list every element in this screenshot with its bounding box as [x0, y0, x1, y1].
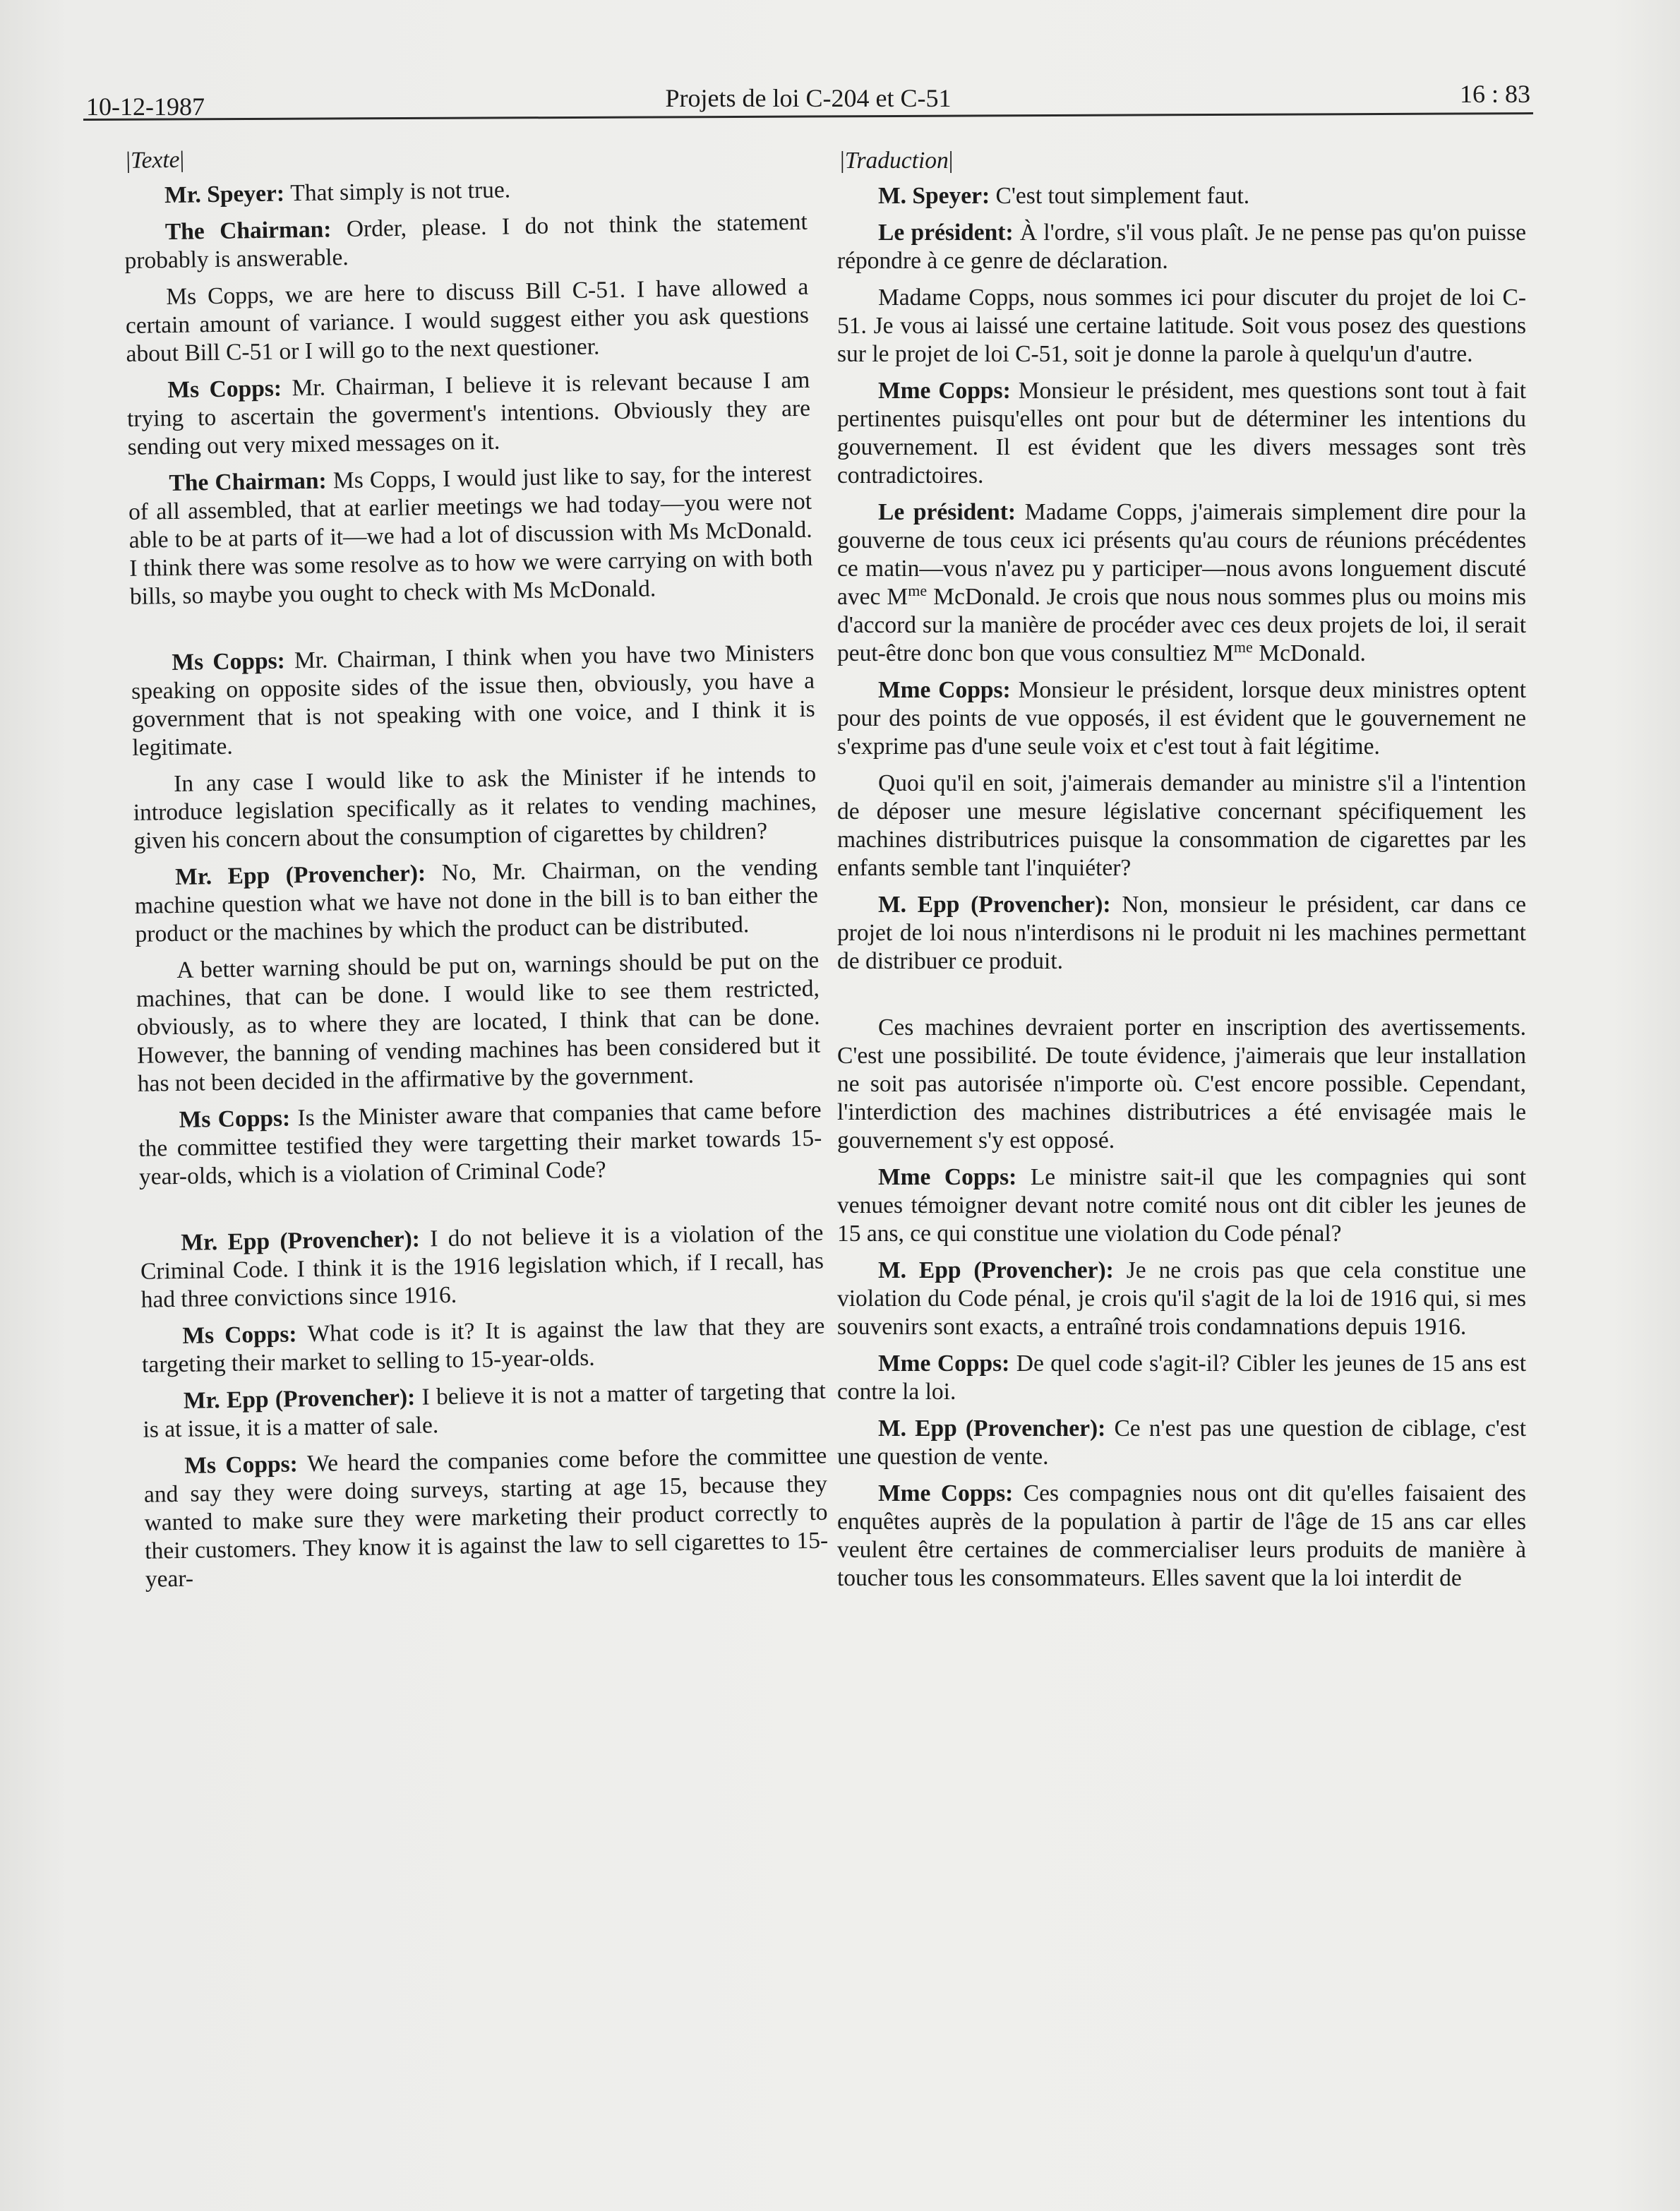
speaker-name: Mr. Epp (Provencher):: [174, 860, 426, 890]
speaker-name: Ms Copps:: [184, 1451, 299, 1479]
transcript-paragraph: [125, 273, 810, 368]
column-label-traduction: | Traduction |: [840, 147, 1526, 175]
transcript-paragraph: [133, 760, 817, 856]
paragraph-text: Madame Copps, j'aimerais simplement dire pour la gouverne de tous ceux ici présents qu'au cours de réunions précédentes ce matin—vous n'avez pu y participer—nous avons longuement discuté avec $M^{me}$ McDonald. Je crois que nous nous sommes plus ou moins mis d'accord sur la manière de procéder avec ces deux projets de loi, il serait peut-être donc bon que vous consultiez $M^{me}$ McDonald.: [837, 499, 1526, 666]
speaker-name: Mme Copps:: [878, 1480, 1014, 1506]
header-title: Projets de loi C-204 et C-51: [665, 84, 952, 112]
transcript-paragraph: [837, 1257, 1526, 1341]
paragraph-text: Order, please. I do not think the statement probably is answerable.: [124, 208, 808, 274]
transcript-paragraph: [143, 1377, 827, 1444]
speaker-name: Mme Copps:: [878, 1164, 1017, 1190]
paragraph-text: A better warning should be put on, warnings should be put on the machines, that can be done. I would like to see them restricted, obviously, as to where they are located, I think that can be done. However, the banning of vending machines has been considered but it has not been decided in the affirmative by the government.: [136, 947, 821, 1097]
transcript-paragraph: [837, 284, 1526, 368]
speaker-name: Mme Copps:: [878, 378, 1011, 404]
paragraph-text: Is the Minister aware that companies that came before the committee testified they were targetting their market towards 15-year-olds, which is a violation of Criminal Code?: [138, 1096, 822, 1190]
paragraph-text: Mr. Chairman, I think when you have two Ministers speaking on opposite sides of the issue then, obviously, you have a government that is not speaking with one voice, and I think it is legitimate.: [131, 639, 815, 761]
transcript-paragraph: [837, 1480, 1526, 1593]
paragraph-text: What code is it? It is against the law that they are targeting their market to selling to 15-year-olds.: [141, 1312, 825, 1378]
transcript-paragraph: [837, 377, 1526, 490]
transcript-paragraph: [837, 891, 1526, 976]
transcript-paragraph: [837, 219, 1526, 275]
paragraph-text: Madame Copps, nous sommes ici pour discuter du projet de loi C-51. Je vous ai laissé une certaine latitude. Soit vous posez des questions sur le projet de loi C-51, soit je donne la parole à quelqu'un d'autre.: [837, 284, 1526, 367]
transcript-paragraph: [837, 769, 1526, 882]
header-date: 10-12-1987: [86, 92, 205, 121]
paragraph-text: Ms Copps, I would just like to say, for the interest of all assembled, that at earlier meetings we had today—you were not able to be at parts of it—we had a lot of discussion with Ms McDonald. I think there was some resolve as to how we were carrying on with both bills, so maybe you ought to check with Ms McDonald.: [128, 460, 813, 610]
column-label-texte: | Texte |: [126, 136, 807, 175]
speaker-name: Ms Copps:: [167, 375, 282, 404]
paragraph-text: No, Mr. Chairman, on the vending machine question what we have not done in the bill is to ban either the product or the machines by which the product can be distributed.: [134, 853, 819, 947]
english-paragraphs: [124, 172, 829, 1594]
paragraph-text: Mr. Chairman, I believe it is relevant because I am trying to ascertain the goverment's intentions. Obviously they are sending out very mixed messages on it.: [126, 366, 811, 460]
transcript-paragraph: [837, 1163, 1526, 1248]
transcript-paragraph: [837, 1415, 1526, 1471]
paragraph-text: I do not believe it is a violation of the Criminal Code. I think it is the 1916 legislation which, if I recall, has had three convictions since 1916.: [140, 1219, 824, 1313]
french-column: [837, 147, 1526, 1601]
transcript-paragraph: [131, 639, 815, 762]
header-page-number: 16 : 83: [1459, 80, 1530, 108]
transcript-paragraph: [124, 208, 808, 275]
speaker-name: M. Epp (Provencher):: [878, 1415, 1106, 1442]
transcript-paragraph: [138, 1096, 822, 1192]
transcript-paragraph: [837, 498, 1526, 668]
paragraph-text: I believe it is not a matter of targeting that is at issue, it is a matter of sale.: [143, 1377, 827, 1443]
speaker-name: The Chairman:: [169, 467, 327, 497]
transcript-paragraph: [837, 182, 1526, 210]
paragraph-text: Monsieur le président, mes questions sont tout à fait pertinentes puisqu'elles ont pour but de déterminer les intentions du gouvernement. Il est évident que les divers messages sont très contradictoires.: [837, 378, 1527, 489]
french-paragraphs: [837, 182, 1526, 1593]
speaker-name: Le président:: [878, 499, 1016, 525]
transcript-paragraph: [837, 676, 1526, 761]
transcript-paragraph: [128, 460, 813, 611]
paragraph-text: Je ne crois pas que cela constitue une violation du Code pénal, je crois qu'il s'agit de la loi de 1916 qui, si mes souvenirs sont exacts, a entraîné trois condamnations depuis 1916.: [837, 1257, 1526, 1340]
transcript-paragraph: [141, 1312, 825, 1379]
transcript-paragraph: [134, 853, 819, 949]
speaker-name: Le président:: [878, 220, 1014, 246]
paragraph-text: C'est tout simplement faut.: [995, 183, 1250, 209]
transcript-paragraph: [140, 1219, 824, 1314]
speaker-name: Mr. Epp (Provencher):: [183, 1384, 416, 1414]
paragraph-text: Ms Copps, we are here to discuss Bill C-51. I have allowed a certain amount of variance. I would suggest either you ask questions about Bill C-51 or I will go to the next questioner.: [125, 273, 810, 367]
transcript-paragraph: [837, 1350, 1526, 1406]
speaker-name: The Chairman:: [164, 216, 332, 246]
transcript-paragraph: [124, 172, 808, 210]
paragraph-text: Non, monsieur le président, car dans ce projet de loi nous n'interdisons ni le produit ni les machines permettant de distribuer ce produit.: [837, 892, 1526, 974]
speaker-name: Ms Copps:: [182, 1321, 297, 1349]
transcript-paragraph: [126, 366, 811, 462]
speaker-name: Mr. Speyer:: [164, 180, 285, 209]
speaker-name: Mme Copps:: [878, 1350, 1010, 1377]
speaker-name: M. Epp (Provencher):: [878, 892, 1111, 918]
paragraph-text: Monsieur le président, lorsque deux ministres optent pour des points de vue opposés, il est évident que le gouvernement ne s'exprime pas d'une seule voix et c'est tout à fait légitime.: [837, 677, 1527, 760]
paragraph-text: À l'ordre, s'il vous plaît. Je ne pense pas qu'on puisse répondre à ce genre de déclaration.: [837, 220, 1527, 274]
speaker-name: Mr. Epp (Provencher):: [181, 1226, 421, 1256]
paragraph-text: Ce n'est pas une question de ciblage, c'est une question de vente.: [837, 1415, 1526, 1470]
speaker-name: M. Speyer:: [878, 183, 990, 209]
paragraph-text: Ces compagnies nous ont dit qu'elles faisaient des enquêtes auprès de la population à partir de l'âge de 15 ans car elles veulent être certaines de commercialiser leurs produits de manière à toucher tous les consommateurs. Elles savent que la loi interdit de: [837, 1480, 1527, 1591]
paragraph-text: That simply is not true.: [290, 176, 511, 207]
speaker-name: Ms Copps:: [172, 647, 286, 676]
transcript-paragraph: [143, 1442, 829, 1594]
paragraph-text: Quoi qu'il en soit, j'aimerais demander au ministre s'il a l'intention de déposer une mesure législative concernant spécifiquement les machines distributrices puisque la consommation de cigarettes par les enfants semble tant l'inquiéter?: [837, 770, 1526, 881]
speaker-name: Mme Copps:: [878, 677, 1011, 703]
paragraph-text: We heard the companies come before the committee and say they were doing surveys, starting at age 15, because they wanted to make sure they were marketing their product correctly to their customers. They know it is against the law to sell cigarettes to 15-year-: [143, 1442, 829, 1593]
english-column: [123, 136, 829, 1602]
transcript-paragraph: [837, 1014, 1526, 1155]
paragraph-text: In any case I would like to ask the Minister if he intends to introduce legislation specifically as it relates to vending machines, given his concern about the consumption of cigarettes by children?: [133, 760, 817, 854]
speaker-name: M. Epp (Provencher):: [878, 1257, 1114, 1283]
paragraph-text: De quel code s'agit-il? Cibler les jeunes de 15 ans est contre la loi.: [837, 1350, 1526, 1405]
speaker-name: Ms Copps:: [179, 1105, 291, 1133]
paragraph-text: Le ministre sait-il que les compagnies qui sont venues témoigner devant notre comité nous ont dit cibler les jeunes de 15 ans, ce qui constitue une violation du Code pénal?: [837, 1164, 1527, 1247]
transcript-paragraph: [136, 947, 821, 1098]
paragraph-text: Ces machines devraient porter en inscription des avertissements. C'est une possibilité. De toute évidence, j'aimerais que leur installation ne soit pas autorisée n'importe où. C'est encore possible. Cependant, l'interdiction des machines distributrices a été envisagée mais le gouvernement s'y est opposé.: [837, 1014, 1526, 1154]
